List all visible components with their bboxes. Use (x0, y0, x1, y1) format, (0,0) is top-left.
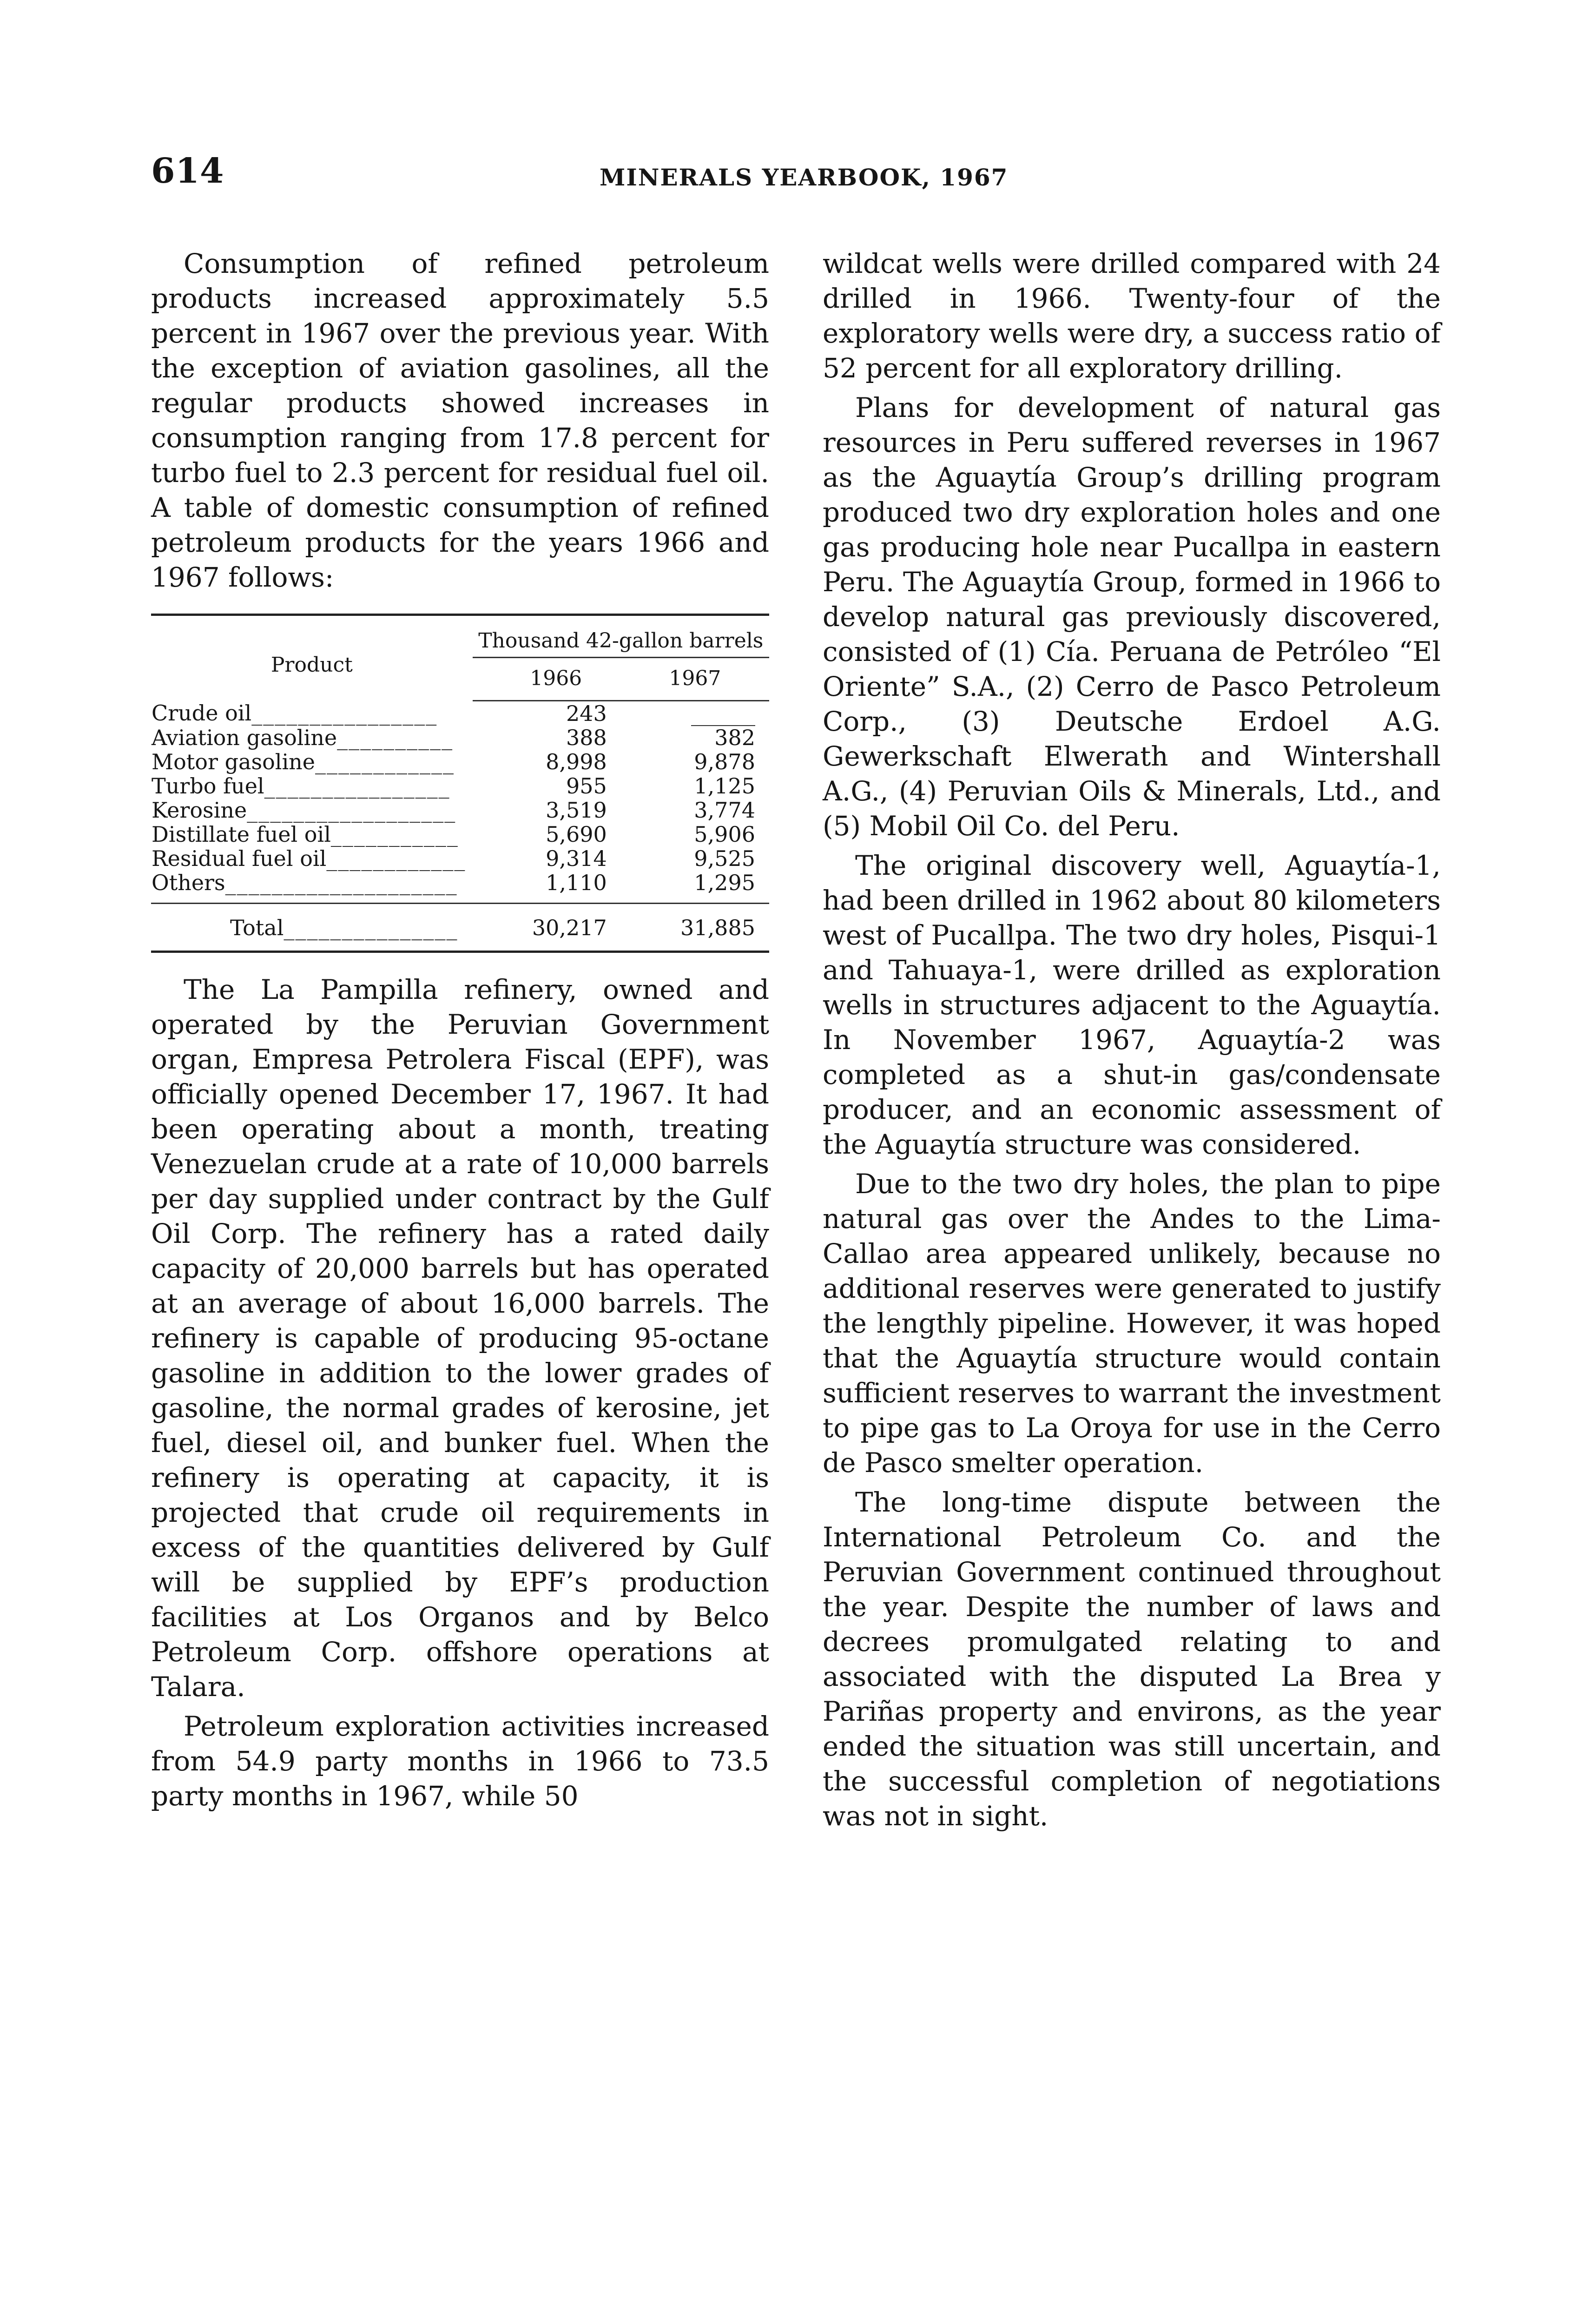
column-header-1966: 1966 (473, 658, 621, 701)
cell-1966: 3,519 (546, 798, 607, 823)
page-number: 614 (151, 151, 224, 191)
cell-1967: 5,906 (694, 822, 755, 847)
cell-1966: 1,110 (546, 870, 607, 895)
cell-1967: 382 (714, 725, 755, 750)
row-label: Distillate fuel oil___________ (152, 822, 459, 847)
cell-1966: 243 (566, 701, 607, 726)
table-total-row (151, 904, 769, 949)
table-row (151, 871, 769, 904)
cell-1967: ______ (691, 701, 755, 726)
row-label: Crude oil________________ (152, 700, 438, 726)
cell-1966: 9,314 (546, 846, 607, 871)
total-1966: 30,217 (473, 904, 621, 949)
cell-1967: 1,295 (694, 870, 755, 895)
paragraph: Petroleum exploration activities increased from 54.9 party months in 1966 to 73.5 party months in 1967, while 50 (151, 1710, 769, 1812)
cell-1966: 5,690 (546, 822, 607, 847)
column-header-1967: 1967 (621, 658, 769, 701)
column-header-product: Product (270, 653, 353, 677)
row-label: Turbo fuel________________ (152, 773, 450, 799)
table-row (151, 798, 769, 822)
consumption-table (151, 614, 769, 953)
right-column (823, 246, 1441, 1834)
paragraph: Due to the two dry holes, the plan to pipe natural gas over the Andes to the Lima-Callao area appeared unlikely, because no additional reserves were generated to justify the lengthly pipeline. However, it was hoped that the Aguaytía structure would contain sufficient reserves to warrant the investment to pipe gas to La Oroya for use in the Cerro de Pasco smelter operation. (823, 1168, 1441, 1479)
cell-1967: 3,774 (694, 798, 755, 823)
row-label: Aviation gasoline__________ (152, 725, 454, 750)
paragraph: The original discovery well, Aguaytía-1, had been drilled in 1962 about 80 kilometers west of Pucallpa. The two dry holes, Pisqui-1 and Tahuaya-1, were drilled as exploration wells in structures adjacent to the Aguaytía. In November 1967, Aguaytía-2 was completed as a shut-in gas/condensate producer, and an economic assessment of the Aguaytía structure was considered. (823, 850, 1441, 1160)
table-row (151, 822, 769, 846)
paragraph: Consumption of refined petroleum products increased approximately 5.5 percent in 1967 over the previous year. With the exception of aviation gasolines, all the regular products showed increases in consumption ranging from 17.8 percent for turbo fuel to 2.3 percent for residual fuel oil. A table of domestic consumption of refined petroleum products for the years 1966 and 1967 follows: (151, 248, 769, 593)
cell-1966: 388 (566, 725, 607, 750)
paragraph: Plans for development of natural gas resources in Peru suffered reverses in 1967 as the Aguaytía Group’s drilling program produced two dry exploration holes and one gas producing hole near Pucallpa in eastern Peru. The Aguaytía Group, formed in 1966 to develop natural gas previously discovered, consisted of (1) Cía. Peruana de Petróleo “El Oriente” S.A., (2) Cerro de Pasco Petroleum Corp., (3) Deutsche Erdoel A.G. Gewerkschaft Elwerath and Wintershall A.G., (4) Peruvian Oils & Minerals, Ltd., and (5) Mobil Oil Co. del Peru. (823, 392, 1441, 842)
running-head: MINERALS YEARBOOK, 1967 (600, 164, 1009, 191)
paragraph: wildcat wells were drilled compared with 24 drilled in 1966. Twenty-four of the exploratory wells were dry, a success ratio of 52 percent for all exploratory drilling. (823, 248, 1441, 384)
table-row (151, 726, 769, 750)
cell-1966: 955 (566, 773, 607, 799)
table-row (151, 846, 769, 871)
row-label: Residual fuel oil____________ (152, 846, 466, 871)
row-label: Kerosine__________________ (152, 798, 456, 823)
left-column (151, 246, 769, 1814)
column-header-unit: Thousand 42-gallon barrels (473, 616, 769, 658)
total-label: Total_______________ (151, 904, 473, 949)
data-table (151, 616, 769, 949)
table-row (151, 701, 769, 726)
cell-1967: 9,878 (694, 749, 755, 774)
paragraph: The La Pampilla refinery, owned and operated by the Peruvian Government organ, Empresa Petrolera Fiscal (EPF), was officially opened December 17, 1967. It had been operating about a month, treating Venezuelan crude at a rate of 10,000 barrels per day supplied under contract by the Gulf Oil Corp. The refinery has a rated daily capacity of 20,000 barrels but has operated at an average of about 16,000 barrels. The refinery is capable of producing 95-octane gasoline in addition to the lower grades of gasoline, the normal grades of kerosine, jet fuel, diesel oil, and bunker fuel. When the refinery is operating at capacity, it is projected that crude oil requirements in excess of the quantities delivered by Gulf will be supplied by EPF’s production facilities at Los Organos and by Belco Petroleum Corp. offshore operations at Talara. (151, 974, 769, 1703)
cell-1967: 1,125 (694, 773, 755, 799)
cell-1967: 9,525 (694, 846, 755, 871)
total-1967: 31,885 (621, 904, 769, 949)
paragraph: The long-time dispute between the International Petroleum Co. and the Peruvian Government continued throughout the year. Despite the number of laws and decrees promulgated relating to and associated with the disputed La Brea y Pariñas property and environs, as the year ended the situation was still uncertain, and the successful completion of negotiations was not in sight. (823, 1486, 1441, 1832)
table-row (151, 750, 769, 774)
row-label: Motor gasoline____________ (152, 749, 455, 774)
cell-1966: 8,998 (546, 749, 607, 774)
row-label: Others____________________ (152, 870, 458, 895)
table-row (151, 774, 769, 798)
